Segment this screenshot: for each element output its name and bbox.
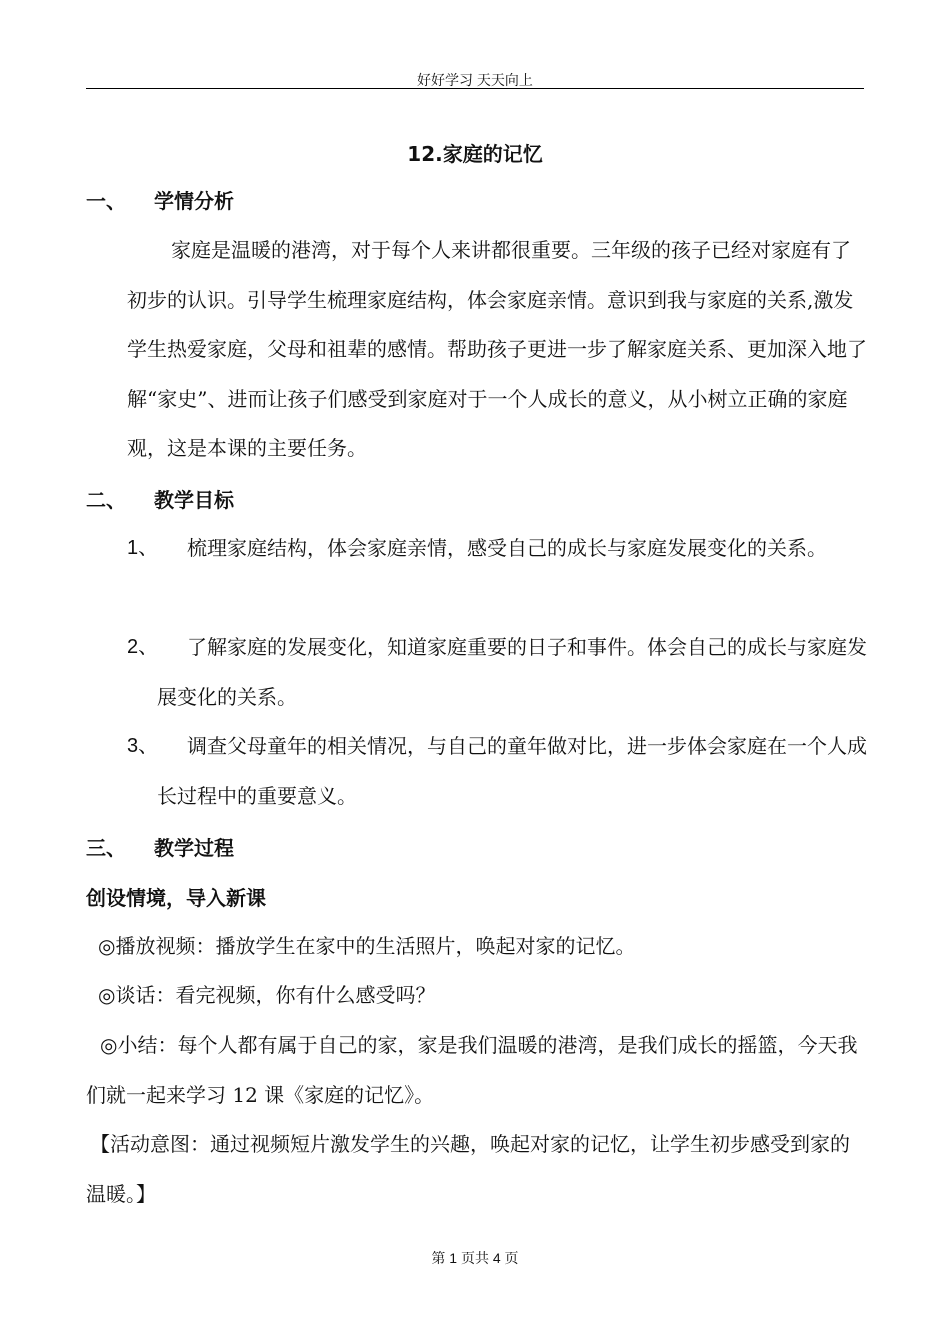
section-title: 教学过程 — [154, 836, 234, 860]
section-heading-process — [86, 833, 234, 863]
document-title: 12.家庭的记忆 — [407, 142, 543, 166]
page-footer: 第 1 页共 4 页 — [431, 1250, 519, 1266]
goal-text: 调查父母童年的相关情况，与自己的童年做对比，进一步体会家庭在一个人成长过程中的重要意义。 — [157, 734, 867, 808]
section-number: 三、 — [86, 836, 126, 860]
activity-intent: 【活动意图：通过视频短片激发学生的兴趣，唤起对家的记忆，让学生初步感受到家的温暖。】 — [86, 1132, 850, 1206]
section-title: 教学目标 — [154, 488, 234, 512]
section-number: 一、 — [86, 189, 126, 213]
goal-text: 了解家庭的发展变化，知道家庭重要的日子和事件。体会自己的成长与家庭发展变化的关系。 — [157, 635, 867, 709]
section-heading-goals — [86, 485, 234, 515]
goal-number: 2、 — [127, 636, 159, 658]
goal-item-3 — [127, 722, 867, 821]
goal-item-2 — [127, 623, 867, 722]
page-header: 好好学习 天天向上 — [417, 72, 533, 88]
header-rule — [86, 88, 864, 89]
process-video-line: ◎播放视频：播放学生在家中的生活照片，唤起对家的记忆。 — [98, 934, 636, 958]
process-summary: ◎小结：每个人都有属于自己的家，家是我们温暖的港湾，是我们成长的摇篮，今天我们就一起来学习 12 课《家庭的记忆》。 — [86, 1033, 858, 1107]
process-talk-line: ◎谈话：看完视频，你有什么感受吗？ — [98, 983, 436, 1007]
analysis-paragraph: 家庭是温暖的港湾，对于每个人来讲都很重要。三年级的孩子已经对家庭有了初步的认识。引导学生梳理家庭结构，体会家庭亲情。意识到我与家庭的关系,激发学生热爱家庭，父母和祖辈的感情。帮助孩子更进一步了解家庭关系、更加深入地了解“家史”、进而让孩子们感受到家庭对于一个人成长的意义，从小树立正确的家庭观，这是本课的主要任务。 — [127, 238, 867, 460]
goal-number: 1、 — [127, 537, 159, 559]
process-subheading: 创设情境，导入新课 — [86, 886, 266, 910]
section-title: 学情分析 — [154, 189, 234, 213]
goal-text: 梳理家庭结构，体会家庭亲情，感受自己的成长与家庭发展变化的关系。 — [187, 536, 827, 560]
goal-number: 3、 — [127, 735, 159, 757]
goal-item-1 — [127, 524, 867, 574]
section-heading-analysis — [86, 186, 234, 216]
section-number: 二、 — [86, 488, 126, 512]
